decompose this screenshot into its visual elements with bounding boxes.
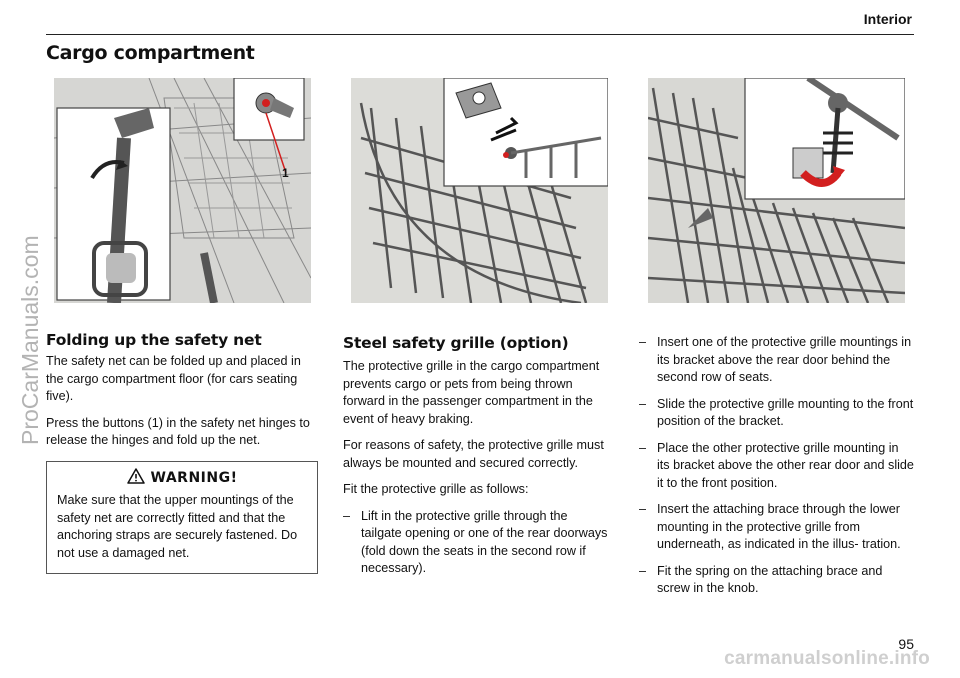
list-item: – Place the other protective grille mounting in its bracket above the other rear door and slide it to the front position.: [639, 440, 914, 490]
page-number: 95: [898, 636, 914, 652]
grille-paragraph: Fit the protective grille as follows:: [343, 482, 529, 496]
warning-title: WARNING!: [150, 470, 238, 486]
folding-heading: Folding up the safety net: [46, 331, 262, 349]
list-item: – Fit the spring on the attaching brace and screw in the knob.: [639, 563, 883, 595]
list-item: – Lift in the protective grille through the tailgate opening or one of the rear doorways (fold down the seats in the second row if necessary).: [343, 508, 608, 575]
warning-heading: [57, 468, 307, 488]
section-header: Interior: [863, 11, 912, 27]
warning-text: Make sure that the upper mountings of the safety net are correctly fitted and that the anchoring straps are securely fastened. Do not use a damaged net.: [57, 493, 298, 560]
watermark-side: ProCarManuals.com: [17, 235, 43, 445]
page-title: Cargo compartment: [46, 42, 255, 64]
folding-paragraph: The safety net can be folded up and placed in the cargo compartment floor (for cars seating five).: [46, 354, 301, 403]
list-item: – Insert one of the protective grille mountings in its bracket above the rear door behind the second row of seats.: [639, 335, 912, 384]
watermark-bottom: carmanualsonline.info: [724, 648, 930, 669]
folding-body: [46, 353, 321, 459]
warning-triangle-icon: [127, 468, 145, 488]
list-item: – Slide the protective grille mounting to the front position of the bracket.: [639, 396, 914, 428]
safety-net-illustration: [54, 78, 311, 303]
grille-paragraph: The protective grille in the cargo compartment prevents cargo or pets from being thrown forward in the passenger compartment in the event of heavy braking.: [343, 359, 600, 426]
grille-paragraph: For reasons of safety, the protective grille must always be mounted and secured correctly.: [343, 438, 604, 470]
grille-body: [343, 358, 611, 587]
list-item: – Insert the attaching brace through the lower mounting in the protective grille from underneath, as indicated in the illus- tration.: [639, 502, 901, 551]
callout-label: 1: [282, 166, 289, 180]
grille-brace-illustration: [648, 78, 905, 303]
warning-box: [46, 461, 318, 574]
header-rule: [46, 34, 914, 35]
grille-steps-col3: [639, 334, 914, 607]
grille-steps-col2: [343, 508, 611, 578]
grille-lift-illustration: [351, 78, 608, 303]
folding-paragraph: Press the buttons (1) in the safety net hinges to release the hinges and fold up the net.: [46, 415, 310, 447]
grille-heading: Steel safety grille (option): [343, 334, 569, 352]
